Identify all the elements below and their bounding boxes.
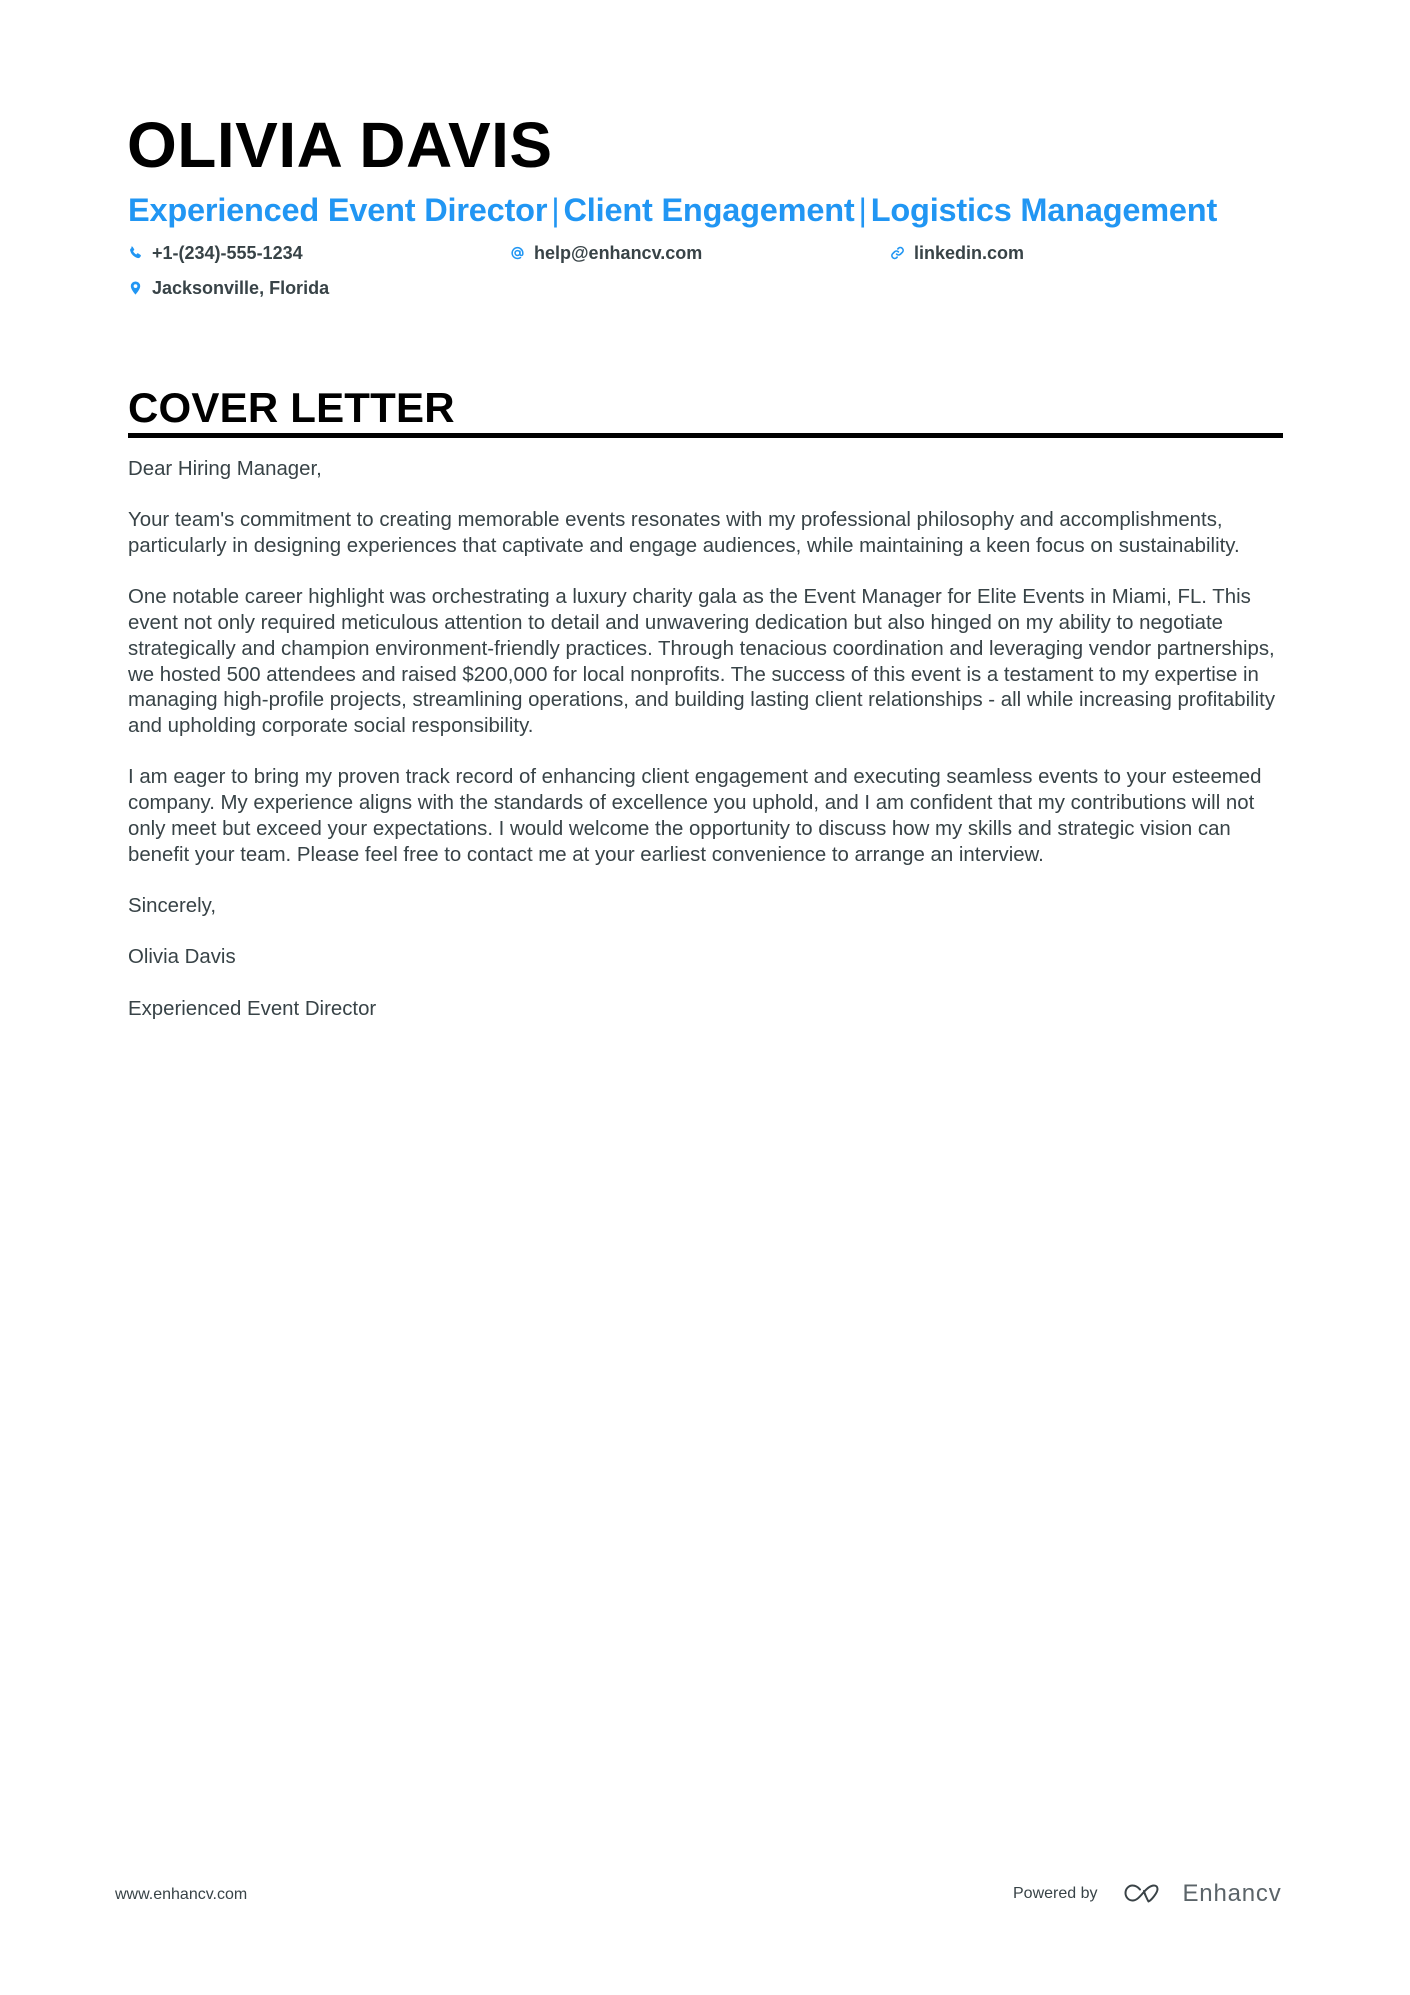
letter-paragraph: I am eager to bring my proven track record of enhancing client engagement and executing seamless events to your esteemed company. My experience aligns with the standards of excellence you uphold, and I am confident that my contributions will not only meet but exceed your expectations. I would welcome the opportunity to discuss how my skills and strategic vision can benefit your team. Please feel free to contact me at your earliest convenience to arrange an interview. <box>128 766 1262 866</box>
headline <box>128 190 1217 230</box>
powered-by-enhancv[interactable] <box>1013 1881 1282 1907</box>
section-title: COVER LETTER <box>128 384 455 431</box>
contact-email[interactable] <box>510 242 702 264</box>
headline-separator: | <box>858 192 867 228</box>
email-text: help@enhancv.com <box>534 243 703 263</box>
headline-skill-1: Client Engagement <box>563 192 855 228</box>
at-icon <box>510 245 525 261</box>
contact-linkedin[interactable] <box>890 242 1024 264</box>
candidate-name: OLIVIA DAVIS <box>127 109 553 181</box>
phone-icon <box>128 245 143 261</box>
section-divider <box>128 433 1283 438</box>
powered-by-label: Powered by <box>1013 1885 1098 1902</box>
enhancv-logo-icon <box>1123 1882 1171 1906</box>
phone-text: +1-(234)-555-1234 <box>152 243 303 263</box>
footer-website-link[interactable]: www.enhancv.com <box>115 1886 248 1903</box>
headline-separator: | <box>551 192 560 228</box>
headline-skill-2: Logistics Management <box>870 192 1218 228</box>
linkedin-text: linkedin.com <box>914 243 1025 263</box>
location-text: Jacksonville, Florida <box>152 278 330 298</box>
headline-role: Experienced Event Director <box>128 192 548 228</box>
signature-name: Olivia Davis <box>128 946 236 969</box>
contact-location <box>128 277 329 299</box>
enhancv-brand: Enhancv <box>1182 1880 1282 1907</box>
contact-phone[interactable] <box>128 242 303 264</box>
map-pin-icon <box>128 280 143 296</box>
link-icon <box>890 245 905 261</box>
letter-paragraph: One notable career highlight was orchestrating a luxury charity gala as the Event Manager for Elite Events in Miami, FL. This event not only required meticulous attention to detail and unwavering dedication but also hinged on my ability to negotiate strategically and champion environment-friendly practices. Through tenacious coordination and leveraging vendor partnerships, we hosted 500 attendees and raised $200,000 for local nonprofits. The success of this event is a testament to my expertise in managing high-profile projects, streamlining operations, and building lasting client relationships - all while increasing profitability and upholding corporate social responsibility. <box>128 586 1276 737</box>
letter-greeting: Dear Hiring Manager, <box>128 458 322 480</box>
signature-title: Experienced Event Director <box>128 997 377 1020</box>
letter-body <box>128 457 1290 1048</box>
letter-paragraph: Your team's commitment to creating memorable events resonates with my professional philosophy and accomplishments, particularly in designing experiences that captivate and engage audiences, while maintaining a keen focus on sustainability. <box>128 509 1240 558</box>
letter-closing: Sincerely, <box>128 894 217 917</box>
